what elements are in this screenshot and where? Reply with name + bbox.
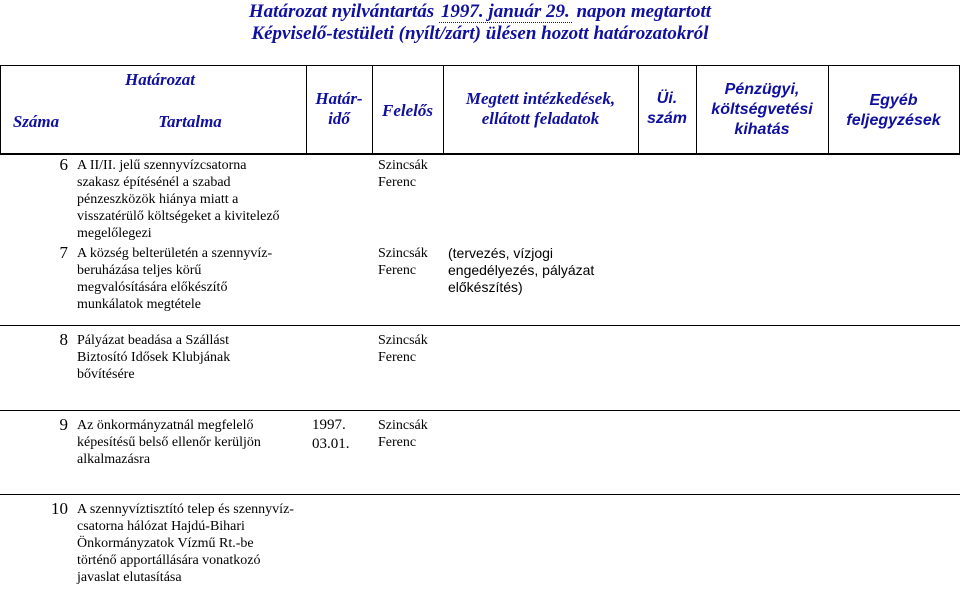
row-7-responsible xyxy=(378,245,448,279)
row-7-content-line: A község belterületén a szennyvíz- xyxy=(77,246,273,261)
row-7-content-line: munkálatok megtétele xyxy=(77,297,202,312)
row-8-content-line: Pályázat beadása a Szállást xyxy=(77,333,229,348)
row-6-content-line: visszatérülő költségeket a kivitelező xyxy=(77,209,280,224)
row-10-content-line: történő apportállására vonatkozó xyxy=(77,553,261,568)
header-other-notes xyxy=(828,91,959,131)
row-8-responsible-line: Szincsák xyxy=(378,333,428,348)
row-8-responsible-line: Ferenc xyxy=(378,350,417,365)
row-separator-2 xyxy=(0,410,960,411)
header-deadline xyxy=(306,89,372,129)
header-financial-line3: kihatás xyxy=(734,121,790,138)
header-actions xyxy=(443,89,638,129)
row-7-content xyxy=(77,245,307,313)
row-10-content-line: csatorna hálózat Hajdú-Bihari xyxy=(77,519,245,534)
row-7-actions-line: engedélyezés, pályázat xyxy=(448,262,595,278)
row-10-content-line: A szennyvíztisztító telep és szennyvíz- xyxy=(77,502,294,517)
header-content: Tartalma xyxy=(158,112,222,131)
row-7-content-line: beruházása teljes körű xyxy=(77,263,202,278)
row-8-content xyxy=(77,332,307,383)
register-subtitle: Képviselő-testületi (nyílt/zárt) ülésen hozott határozatokról xyxy=(251,23,709,44)
row-8-content-line: Biztosító Idősek Klubjának xyxy=(77,350,231,365)
header-responsible: Felelős xyxy=(382,101,433,120)
header-actions-line1: Megtett intézkedések, xyxy=(465,89,616,108)
header-bottom-border xyxy=(0,153,960,155)
row-6-content-line: megelőlegezi xyxy=(77,226,152,241)
row-9-deadline-line: 03.01. xyxy=(312,436,350,452)
header-archive-line1: Üi. xyxy=(656,90,678,107)
header-number: Száma xyxy=(12,112,60,131)
row-6-responsible xyxy=(378,157,448,191)
row-9-deadline xyxy=(312,416,372,454)
row-10-content-line: javaslat elutasítása xyxy=(77,570,182,585)
header-resolution-group: Határozat xyxy=(125,70,195,89)
title-suffix: napon megtartott xyxy=(576,1,712,22)
row-6-responsible-line: Szincsák xyxy=(378,158,428,173)
row-7-actions xyxy=(448,245,638,296)
row-7-content-line: megvalósítására előkészítő xyxy=(77,280,228,295)
row-8-responsible xyxy=(378,332,448,366)
row-6-responsible-line: Ferenc xyxy=(378,175,417,190)
header-actions-line2: ellátott feladatok xyxy=(481,109,600,128)
header-left-border xyxy=(0,65,1,155)
row-10-number: 10 xyxy=(51,499,68,518)
row-8-content-line: bővítésére xyxy=(77,367,135,382)
row-10-content-line: Önkormányzatok Vízmű Rt.-be xyxy=(77,536,254,551)
header-other-line2: feljegyzések xyxy=(846,112,941,129)
row-9-content-line: alkalmazásra xyxy=(77,452,151,467)
header-archive-number xyxy=(638,89,696,129)
table-top-border xyxy=(0,65,960,66)
row-separator-1 xyxy=(0,325,960,326)
header-financial-line1: Pénzügyi, xyxy=(724,81,800,98)
header-other-line1: Egyéb xyxy=(869,92,918,109)
row-9-content-line: képesítésű belső ellenőr kerüljön xyxy=(77,435,261,450)
row-9-number: 9 xyxy=(59,415,68,434)
row-9-responsible-line: Szincsák xyxy=(378,418,428,433)
row-9-deadline-line: 1997. xyxy=(312,417,346,433)
row-7-number: 7 xyxy=(59,243,68,262)
register-title xyxy=(0,1,960,23)
row-7-responsible-line: Szincsák xyxy=(378,246,428,261)
row-8-number: 8 xyxy=(59,330,68,349)
row-separator-3 xyxy=(0,494,960,495)
row-9-responsible xyxy=(378,417,448,451)
row-9-content xyxy=(77,417,307,468)
header-financial-line2: költségvetési xyxy=(711,101,813,118)
meeting-date: 1997. január 29. xyxy=(440,1,570,22)
row-6-content-line: pénzeszközök hiánya miatt a xyxy=(77,192,239,207)
row-10-content xyxy=(77,501,309,586)
row-6-content-line: A II/II. jelű szennyvízcsatorna xyxy=(77,158,247,173)
title-prefix: Határozat nyilvántartás xyxy=(248,1,435,22)
header-deadline-line2: idő xyxy=(328,109,350,128)
row-7-responsible-line: Ferenc xyxy=(378,263,417,278)
row-7-actions-line: előkészítés) xyxy=(448,279,523,295)
row-6-number: 6 xyxy=(59,155,68,174)
header-financial-impact xyxy=(696,80,828,140)
row-6-content xyxy=(77,157,307,242)
header-archive-line2: szám xyxy=(646,110,688,127)
row-7-actions-line: (tervezés, vízjogi xyxy=(448,245,554,261)
row-9-responsible-line: Ferenc xyxy=(378,435,417,450)
row-9-content-line: Az önkormányzatnál megfelelő xyxy=(77,418,254,433)
header-deadline-line1: Határ- xyxy=(315,89,363,108)
row-6-content-line: szakasz építésénél a szabad xyxy=(77,175,231,190)
